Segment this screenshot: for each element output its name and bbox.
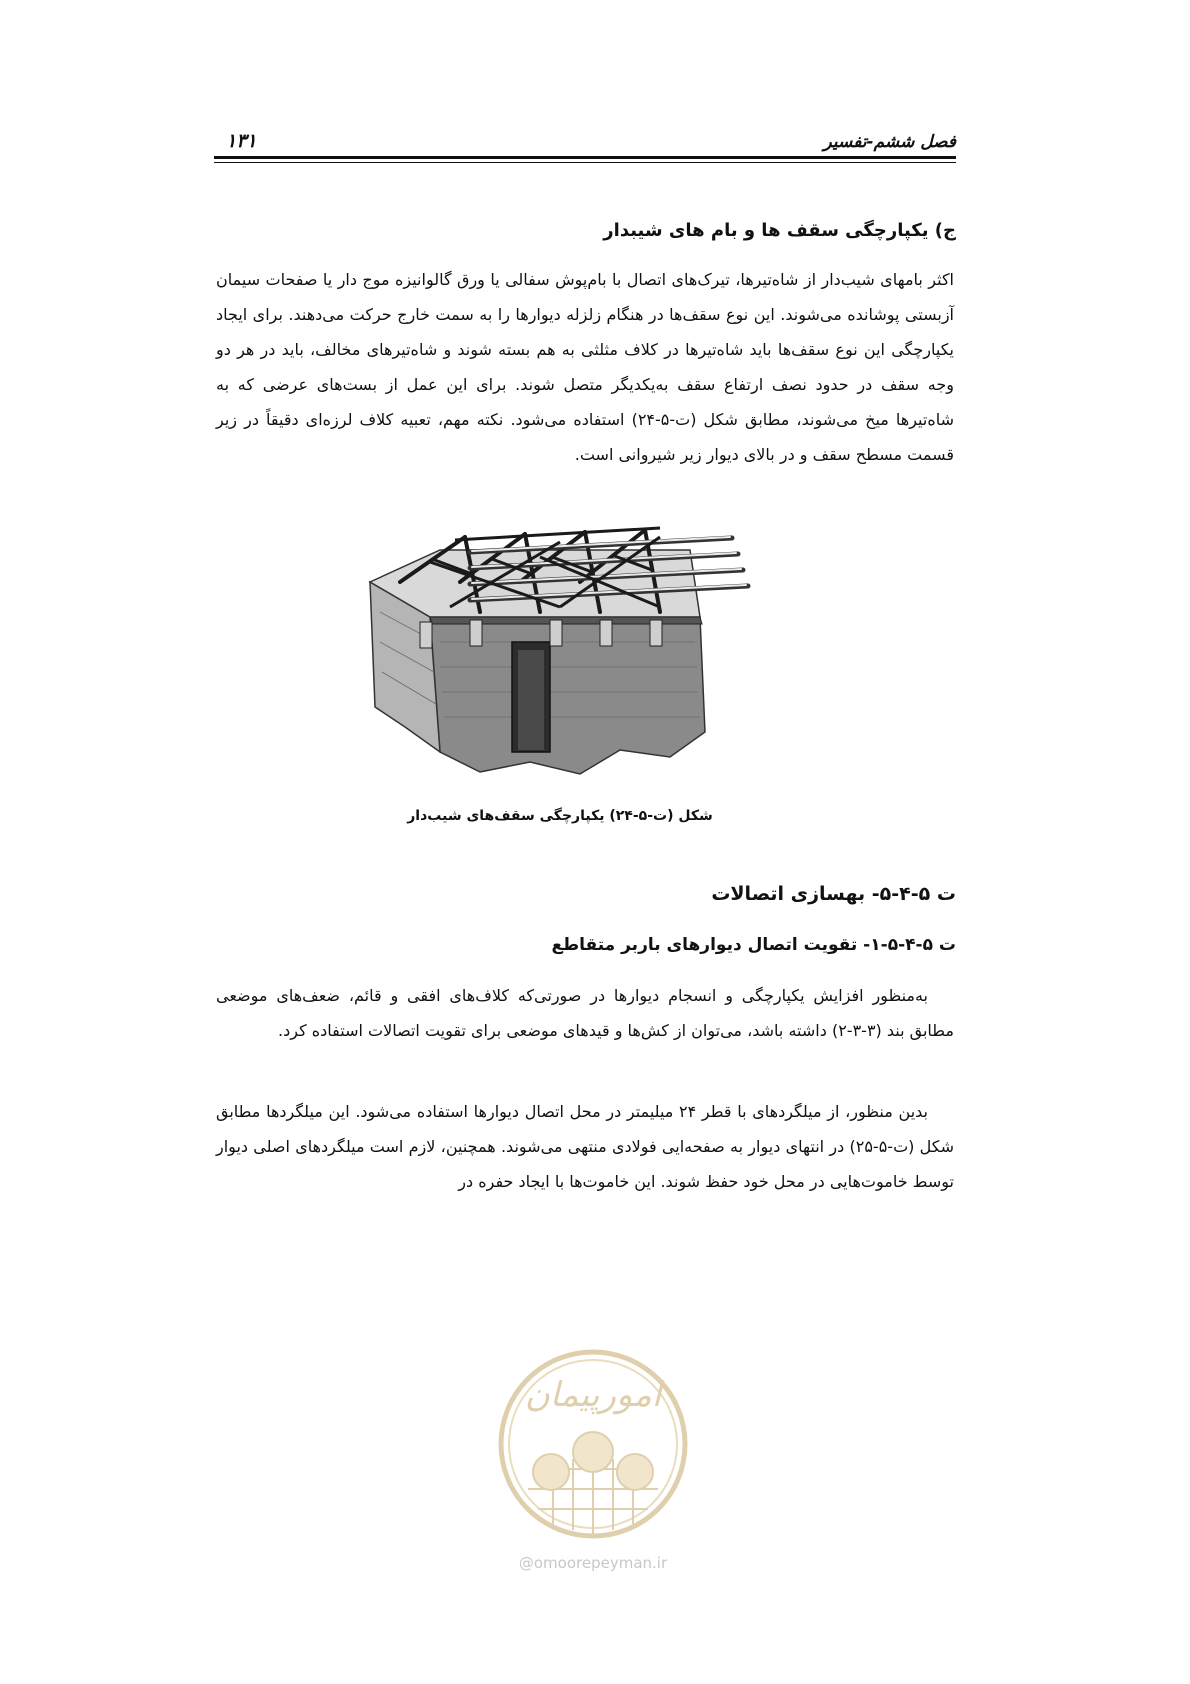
- section-heading-roofs: ج) یکپارچگی سقف ها و بام های شیبدار: [603, 220, 956, 241]
- watermark-url: @omoorepeyman.ir: [518, 1554, 668, 1572]
- chapter-title: فصل ششم-تفسیر: [823, 132, 956, 152]
- watermark: [493, 1344, 693, 1584]
- paragraph-wall-ties: به‌منظور افزایش یکپارچگی و انسجام دیوارها در صورتی‌که کلاف‌های افقی و قائم، ضعف‌های موضعی مطابق بند (۳-۳-۲) داشته باشد، می‌توان از کش‌ها و قیدهای موضعی برای تقویت اتصالات استفاده کرد.: [216, 986, 954, 1040]
- page-number: ۱۳۱: [226, 130, 257, 152]
- header-rule-thin: [214, 162, 956, 163]
- watermark-logo-icon: [493, 1344, 693, 1549]
- watermark-logo-text: امورپیمان: [524, 1375, 662, 1415]
- subsection-heading-walls: ت ۵-۴-۵-۱- تقویت اتصال دیوارهای باربر متقاطع: [551, 935, 956, 955]
- figure-caption: شکل (ت-۵-۲۴) یکپارچگی سقف‌های شیب‌دار: [407, 808, 713, 824]
- roof-figure: [360, 522, 760, 792]
- paragraph-rebars: بدین منظور، از میلگردهای با قطر ۲۴ میلیمتر در محل اتصال دیوارها استفاده می‌شود. این میلگردها مطابق شکل (ت-۵-۲۵) در انتهای دیوار به صفحه‌ایی فولادی منتهی می‌شوند. همچنین، لازم است میلگردهای اصلی دیوار توسط خاموت‌هایی در محل خود حفظ شوند. این خاموت‌ها با ایجاد حفره در: [216, 1102, 955, 1191]
- page-header: [214, 128, 956, 162]
- header-rule-thick: [214, 156, 956, 159]
- paragraph-roofs: اکثر بامهای شیب‌دار از شاه‌تیرها، تیرک‌های اتصال با بام‌پوش سفالی یا ورق گالوانیزه موج دار یا صفحات سیمان آزبستی پوشانده می‌شوند. این نوع سقف‌ها در هنگام زلزله دیوارها را به سمت خارج حرکت می‌دهند. برای ایجاد یکپارچگی این نوع سقف‌ها باید شاه‌تیرها در کلاف مثلثی به هم بسته شوند و شاه‌تیرهای مخالف، باید در هر دو وجه سقف در حدود نصف ارتفاع سقف به‌یکدیگر متصل شوند. برای این عمل از بست‌های عرضی که به شاه‌تیرها میخ می‌شوند، مطابق شکل (ت-۵-۲۴) استفاده می‌شود. نکته مهم، تعبیه کلاف لرزه‌ای دقیقاً در زیر قسمت مسطح سقف و در بالای دیوار زیر شیروانی است.: [216, 270, 955, 464]
- section-heading-connections: ت ۵-۴-۵- بهسازی اتصالات: [711, 883, 956, 905]
- roof-illustration: [360, 522, 760, 792]
